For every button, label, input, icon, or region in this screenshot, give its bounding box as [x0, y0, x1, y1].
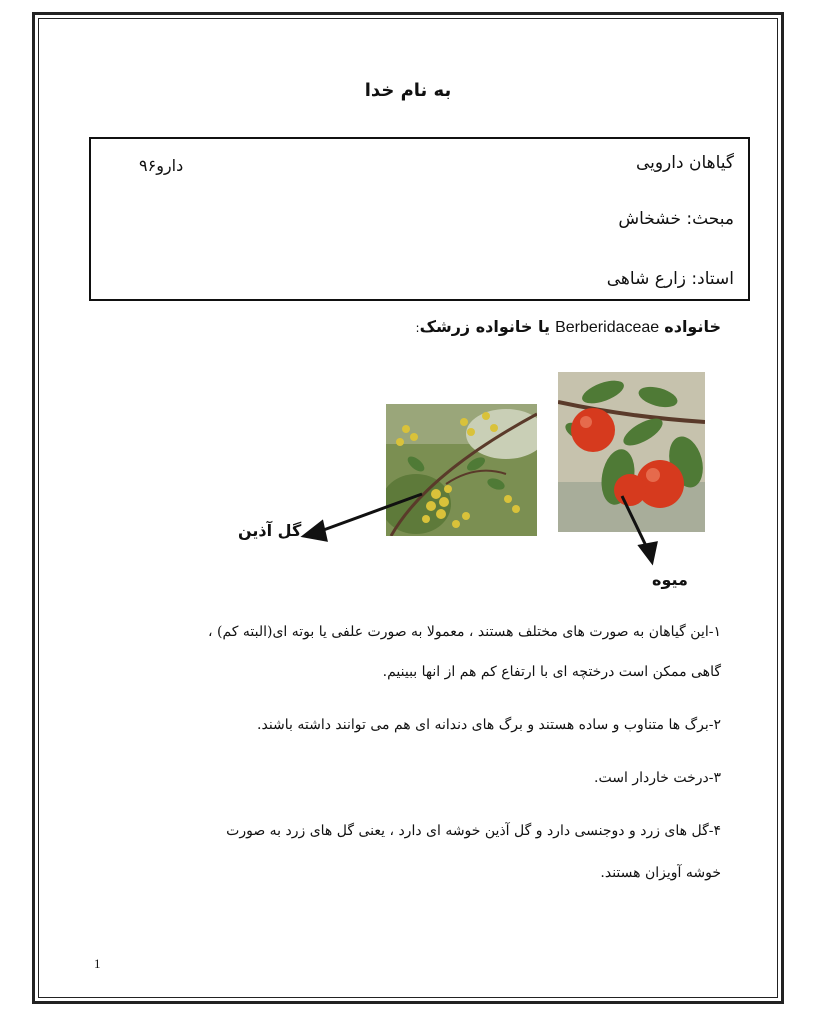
heading-prefix: خانواده [664, 317, 721, 336]
page-number: 1 [94, 956, 101, 971]
flower-cluster-label: گل آذین [238, 521, 302, 540]
heading-colon: : [415, 321, 420, 335]
topic-line: مبحث: خشخاش [618, 209, 734, 229]
fruit-label: میوه [652, 570, 688, 589]
fruit-arrow [622, 496, 656, 562]
paragraph-line: گاهی ممکن است درختچه ای با ارتفاع کم هم از انها ببینیم. [382, 664, 721, 680]
paragraph-line: ۲-برگ ها متناوب و ساده هستند و برگ های دندانه ای هم می توانند داشته باشند. [257, 717, 721, 733]
heading-latin-name: Berberidaceae [555, 319, 660, 336]
course-name: گیاهان دارویی [635, 153, 734, 173]
teacher-line: استاد: زارع شاهی [606, 269, 734, 289]
paragraph-line: ۱-این گیاهان به صورت های مختلف هستند ، معمولا به صورت علفی یا بوته ای(البته کم) ، [208, 624, 721, 640]
heading-suffix: یا خانواده زرشک [419, 317, 551, 336]
paragraph-line: ۳-درخت خاردار است. [594, 770, 721, 786]
paragraph-line: ۴-گل های زرد و دوجنسی دارد و گل آذین خوشه ای دارد ، یعنی گل های زرد به صورت [226, 823, 721, 839]
page-title: به نام خدا [364, 80, 452, 101]
course-code: دارو۹۶ [139, 156, 184, 175]
flower-arrow [304, 494, 422, 540]
paragraph-line: خوشه آویزان هستند. [600, 865, 721, 881]
